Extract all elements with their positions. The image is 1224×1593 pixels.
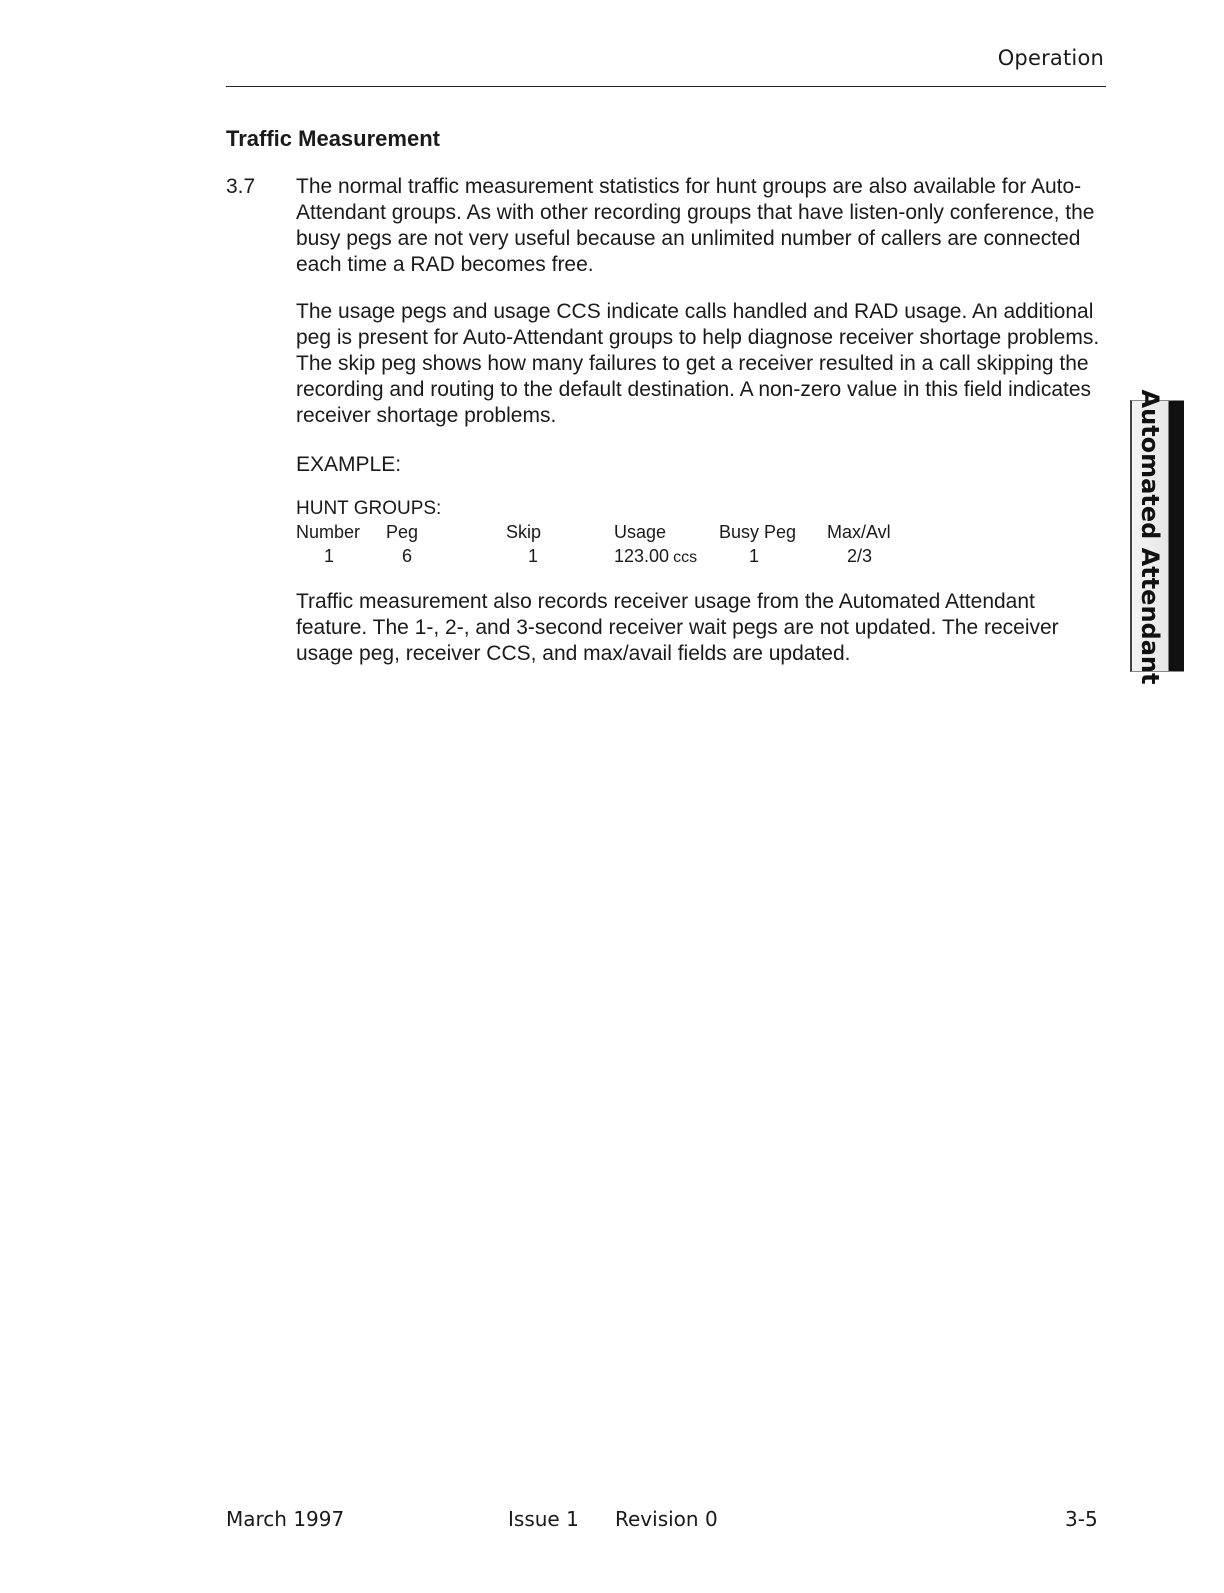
cell-usage-value: 123.00 bbox=[614, 545, 670, 566]
column-header-number: Number bbox=[296, 521, 361, 542]
cell-usage bbox=[614, 544, 719, 568]
table-header-row bbox=[296, 520, 907, 544]
header-rule bbox=[226, 86, 1106, 87]
cell-skip: 1 bbox=[528, 545, 539, 566]
column-header-max-avl: Max/Avl bbox=[827, 521, 891, 542]
chapter-side-tab bbox=[1130, 389, 1184, 685]
footer-revision: Revision 0 bbox=[615, 1507, 718, 1531]
paragraph-1 bbox=[296, 174, 1108, 278]
hunt-groups-label: HUNT GROUPS: bbox=[296, 498, 442, 519]
section-heading: Traffic Measurement bbox=[226, 126, 440, 151]
running-header: Operation bbox=[997, 46, 1104, 70]
paragraph-1-text: The normal traffic measurement statistics for hunt groups are also available for Auto-Attendant groups. As with other recording groups that have listen-only conference, the busy pegs are not very useful because an unlimited number of callers are connected each time a RAD becomes free. bbox=[296, 175, 1095, 276]
paragraph-number: 3.7 bbox=[226, 175, 256, 198]
cell-busy-peg: 1 bbox=[749, 545, 760, 566]
hunt-groups-table bbox=[296, 520, 907, 568]
example-label: EXAMPLE: bbox=[296, 453, 402, 476]
cell-usage-unit: ccs bbox=[673, 548, 698, 566]
chapter-side-tab-label: Automated Attendant bbox=[1136, 389, 1164, 685]
paragraph-2-text: The usage pegs and usage CCS indicate calls handled and RAD usage. An additional peg is present for Auto-Attendant groups to help diagnose receiver shortage problems. The skip peg shows how many failures to get a receiver resulted in a call skipping the recording and routing to the default destination. A non-zero value in this field indicates receiver shortage problems. bbox=[296, 300, 1100, 427]
column-header-busy-peg: Busy Peg bbox=[719, 521, 797, 542]
column-header-skip: Skip bbox=[506, 521, 542, 542]
column-header-usage: Usage bbox=[614, 521, 667, 542]
footer-date: March 1997 bbox=[226, 1507, 345, 1531]
paragraph-3-text: Traffic measurement also records receiver usage from the Automated Attendant feature. The 1-, 2-, and 3-second receiver wait pegs are not updated. The receiver usage peg, receiver CCS, and max/avail fields are updated. bbox=[296, 590, 1059, 665]
paragraph-3 bbox=[296, 589, 1108, 667]
cell-max-avl: 2/3 bbox=[847, 545, 873, 566]
paragraph-2 bbox=[296, 299, 1108, 429]
footer-issue: Issue 1 bbox=[508, 1507, 579, 1531]
column-header-peg: Peg bbox=[386, 521, 419, 542]
cell-peg: 6 bbox=[402, 545, 413, 566]
cell-number: 1 bbox=[324, 545, 335, 566]
table-row bbox=[296, 544, 907, 568]
footer-page-number: 3-5 bbox=[1065, 1507, 1098, 1531]
